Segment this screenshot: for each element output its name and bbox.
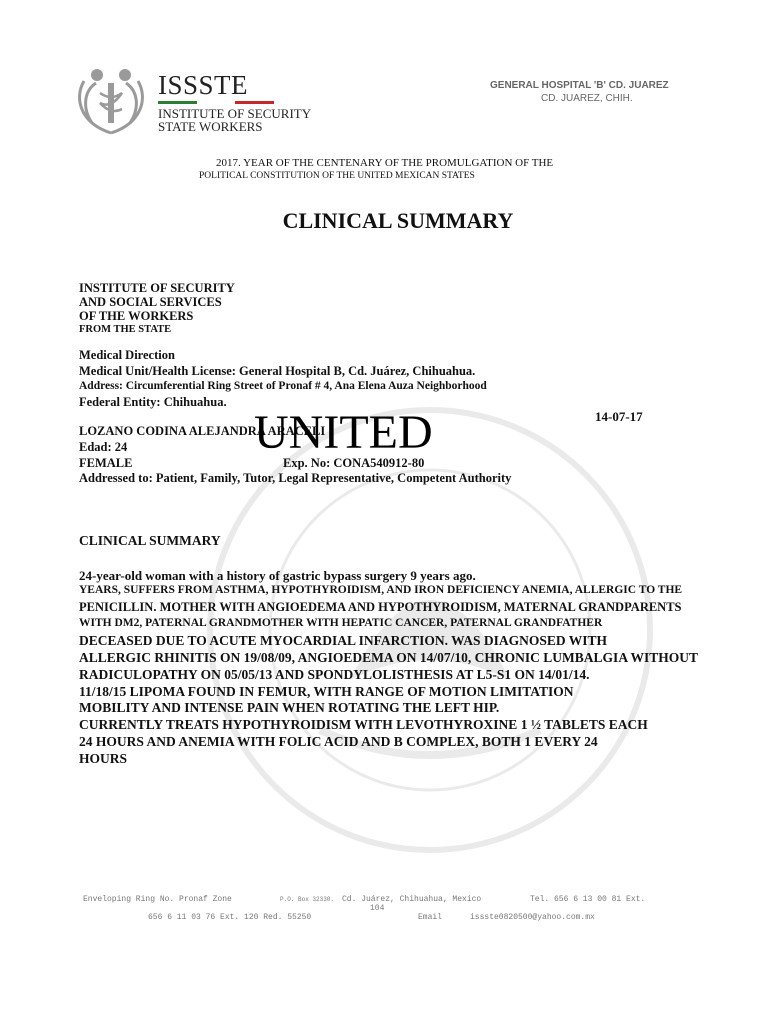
institution-block: INSTITUTE OF SECURITY AND SOCIAL SERVICES OF THE WORKERS FROM THE STATE — [79, 281, 235, 335]
document-date: 14-07-17 — [595, 409, 643, 424]
footer-city: Cd. Juárez, Chihuahua, Mexico — [342, 895, 482, 904]
summary-line: 11/18/15 LIPOMA FOUND IN FEMUR, WITH RANGE OF MOTION LIMITATION — [79, 684, 574, 699]
footer-email: issste0820500@yahoo.com.mx — [470, 913, 595, 922]
org-name: INSTITUTE OF SECURITY STATE WORKERS — [158, 106, 312, 134]
footer-phone2: 656 6 11 03 76 Ext. 120 Red. 55250 — [148, 913, 312, 922]
issste-logo — [70, 63, 152, 139]
addressed-to: Addressed to: Patient, Family, Tutor, Legal Representative, Competent Authority — [79, 471, 512, 485]
summary-line: MOBILITY AND INTENSE PAIN WHEN ROTATING THE LEFT HIP. — [79, 700, 500, 715]
patient-sex: FEMALE — [79, 456, 133, 470]
mexican-seal-watermark — [200, 400, 660, 860]
stripe-white — [197, 101, 236, 104]
flag-stripe — [158, 101, 274, 104]
summary-line: WITH DM2, PATERNAL GRANDMOTHER WITH HEPATIC CANCER, PATERNAL GRANDFATHER — [79, 617, 603, 629]
page-title: CLINICAL SUMMARY — [282, 208, 514, 233]
address: Address: Circumferential Ring Street of Pronaf # 4, Ana Elena Auza Neighborhood — [79, 380, 487, 392]
footer-address: Enveloping Ring No. Pronaf Zone — [83, 895, 232, 904]
summary-line: PENICILLIN. MOTHER WITH ANGIOEDEMA AND HYPOTHYROIDISM, MATERNAL GRANDPARENTS — [79, 600, 682, 614]
federal-entity: Federal Entity: Chihuahua. — [79, 395, 227, 409]
brand-name: ISSSTE — [158, 70, 249, 100]
year-line-2: POLITICAL CONSTITUTION OF THE UNITED MEXICAN STATES — [199, 171, 475, 181]
summary-line: ALLERGIC RHINITIS ON 19/08/09, ANGIOEDEMA ON 14/07/10, CHRONIC LUMBALGIA WITHOUT — [79, 650, 698, 665]
summary-line: YEARS, SUFFERS FROM ASTHMA, HYPOTHYROIDISM, AND IRON DEFICIENCY ANEMIA, ALLERGIC TO THE — [79, 584, 683, 596]
year-line-1: 2017. YEAR OF THE CENTENARY OF THE PROMULGATION OF THE — [216, 157, 554, 169]
summary-line: 24-year-old woman with a history of gastric bypass surgery 9 years ago. — [79, 568, 476, 583]
hospital-name: GENERAL HOSPITAL 'B' CD. JUAREZ — [490, 80, 669, 91]
summary-line: HOURS — [79, 751, 128, 766]
summary-line: RADICULOPATHY ON 05/05/13 AND SPONDYLOLISTHESIS AT L5-S1 ON 14/01/14. — [79, 667, 590, 682]
hospital-city: CD. JUAREZ, CHIH. — [541, 93, 633, 104]
patient-name: LOZANO CODINA ALEJANDRA ARACELI — [79, 424, 326, 438]
patient-age: Edad: 24 — [79, 440, 128, 454]
stripe-green — [158, 101, 197, 104]
medical-unit: Medical Unit/Health License: General Hospital B, Cd. Juárez, Chihuahua. — [79, 364, 476, 378]
expedient-number: Exp. No: CONA540912-80 — [283, 456, 425, 470]
footer-tel: Tel. 656 6 13 00 81 Ext. — [530, 895, 646, 904]
stripe-red — [235, 101, 274, 104]
footer-pobox: P.O. Box 32330. — [280, 896, 335, 903]
summary-heading: CLINICAL SUMMARY — [79, 533, 221, 548]
footer-ext: 104 — [370, 904, 385, 913]
summary-line: DECEASED DUE TO ACUTE MYOCARDIAL INFARCTION. WAS DIAGNOSED WITH — [79, 633, 607, 648]
stamp-text: UNITED — [254, 406, 433, 459]
medical-direction: Medical Direction — [79, 348, 175, 362]
summary-line: 24 HOURS AND ANEMIA WITH FOLIC ACID AND B COMPLEX, BOTH 1 EVERY 24 — [79, 734, 598, 749]
footer-email-label: Email — [418, 913, 443, 922]
summary-line: CURRENTLY TREATS HYPOTHYROIDISM WITH LEVOTHYROXINE 1 ½ TABLETS EACH — [79, 717, 648, 732]
